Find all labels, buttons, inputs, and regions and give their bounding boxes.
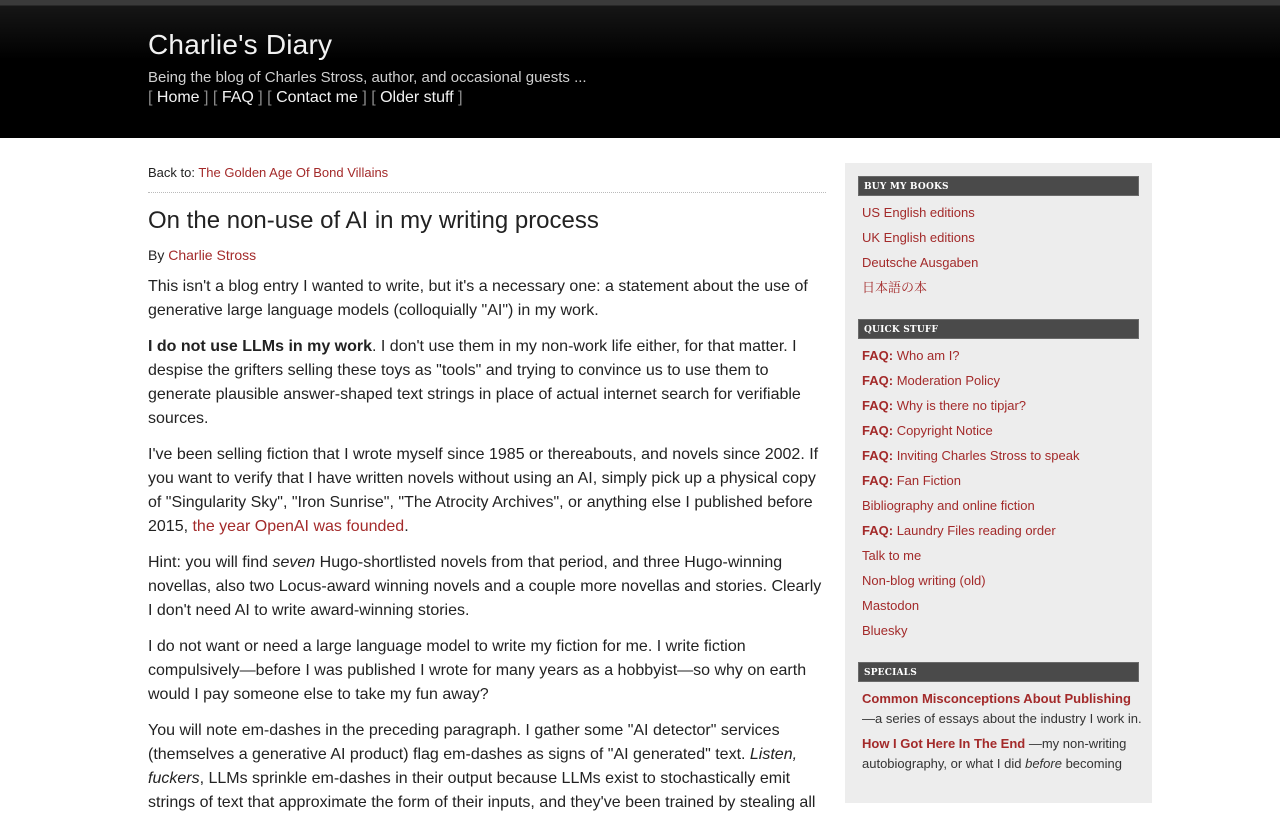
bracket-close: ] [ [253,89,277,106]
paragraph [148,443,826,539]
nav-older-stuff[interactable]: Older stuff [380,89,454,106]
special-text: becoming [1061,756,1122,771]
list-item [862,520,1142,545]
paragraph [148,335,826,431]
list-item [862,734,1142,774]
bracket-close: ] [ [357,89,381,106]
quick-link[interactable]: Non-blog writing (old) [862,573,986,588]
list-item [862,395,1142,420]
sidebar-heading-specials: SPECIALS [858,662,1139,682]
quick-link[interactable]: Copyright Notice [896,423,993,438]
list-item [862,227,1142,252]
faq-prefix: FAQ: [862,373,894,388]
openai-founded-link[interactable]: the year OpenAI was founded [192,518,405,535]
list-item [862,202,1142,227]
special-link[interactable]: How I Got Here In The End [862,736,1026,751]
special-text: —a series of essays about the industry I work in. [862,711,1142,726]
bracket-close: ] [453,89,463,106]
list-item [862,545,1142,570]
sidebar-heading-books: BUY MY BOOKS [858,176,1139,196]
quick-link[interactable]: Who am I? [896,348,960,363]
emphasis-text: before [1025,756,1062,771]
emphasis-text: seven [272,554,316,571]
quick-link[interactable]: Why is there no tipjar? [896,398,1027,413]
list-item [862,495,1142,520]
list-item [862,470,1142,495]
bold-text: I do not use LLMs in my work [148,338,373,355]
paragraph: This isn't a blog entry I wanted to write, but it's a necessary one: a statement about the use of generative large language models (colloquially "AI") in my work. [148,278,808,319]
list-item [862,689,1142,729]
quick-link[interactable]: Bibliography and online fiction [862,498,1035,513]
site-nav [148,89,463,107]
back-to-link[interactable]: The Golden Age Of Bond Villains [198,165,389,180]
byline [148,247,256,263]
special-link[interactable]: Common Misconceptions About Publishing [862,691,1131,706]
post-body [148,275,826,827]
back-to-prefix: Back to: [148,165,195,180]
faq-prefix: FAQ: [862,398,894,413]
paragraph-text: You will note em-dashes in the preceding paragraph. I gather some "AI detector" services (themselves a generative AI product) flag em-dashes as signs of "AI generated" text. [148,722,780,763]
list-item [862,370,1142,395]
special-text: —my non-writing autobiography, or what I did [862,736,1127,771]
faq-prefix: FAQ: [862,423,894,438]
nav-contact[interactable]: Contact me [276,89,358,106]
quick-link[interactable]: Moderation Policy [896,373,1001,388]
paragraph-text: Hint: you will find [148,554,273,571]
emphasis-text: Listen, fuckers [148,746,798,787]
byline-prefix: By [148,247,165,263]
list-item [862,595,1142,620]
faq-prefix: FAQ: [862,473,894,488]
paragraph-text: . I don't use them in my non-work life either, for that matter. I despise the grifters selling these toys as "tools" and trying to convince us to use them to generate plausible answer-shaped text strings in place of actual internet search for verifiable sources. [148,338,801,427]
list-item [862,345,1142,370]
list-item [862,420,1142,445]
quick-link[interactable]: Fan Fiction [896,473,961,488]
site-tagline: Being the blog of Charles Stross, author, and occasional guests ... [148,69,587,86]
bracket-open: [ [148,89,157,106]
divider [148,192,826,193]
faq-prefix: FAQ: [862,448,894,463]
list-item [862,277,1142,302]
author-link[interactable]: Charlie Stross [168,247,257,263]
list-item [862,445,1142,470]
list-item [862,252,1142,277]
sidebar-heading-quick: QUICK STUFF [858,319,1139,339]
specials-list [862,689,1142,779]
paragraph-text: Hugo-shortlisted novels from that period, and three Hugo-winning novellas, also two Locus-award winning novels and a couple more novellas and stories. Clearly I don't need AI to write award-winning stories. [148,554,822,619]
books-de-link[interactable]: Deutsche Ausgaben [862,255,979,270]
books-list [862,202,1142,302]
books-jp-link[interactable]: 日本語の本 [862,280,928,295]
back-to [148,165,388,180]
faq-prefix: FAQ: [862,348,894,363]
paragraph [148,719,826,815]
books-us-link[interactable]: US English editions [862,205,975,220]
quick-list [862,345,1142,645]
paragraph-text: , LLMs sprinkle em-dashes in their output because LLMs exist to stochastically emit strings of text that approximate the form of their inputs, and they've been trained by stealing all [148,770,816,811]
bracket-close: ] [ [199,89,222,106]
sidebar [845,163,1152,803]
nav-home[interactable]: Home [156,89,200,106]
quick-link[interactable]: Talk to me [862,548,922,563]
nav-faq[interactable]: FAQ [221,89,254,106]
quick-link[interactable]: Mastodon [862,598,920,613]
site-title[interactable]: Charlie's Diary [148,29,333,60]
paragraph-text: . [404,518,409,535]
books-uk-link[interactable]: UK English editions [862,230,975,245]
list-item [862,570,1142,595]
paragraph [148,551,826,623]
masthead [0,0,1280,138]
paragraph-text: I've been selling fiction that I wrote myself since 1985 or thereabouts, and novels since 2002. If you want to verify that I have written novels without using an AI, simply pick up a physical copy of "Singularity Sky", "Iron Sunrise", "The Atrocity Archives", or anything else I published before 2015, [148,446,819,535]
list-item [862,620,1142,645]
paragraph: I do not want or need a large language model to write my fiction for me. I write fiction compulsively—before I was published I wrote for many years as a hobbyist—so why on earth would I pay someone else to take my fun away? [148,638,807,703]
faq-prefix: FAQ: [862,523,894,538]
quick-link[interactable]: Bluesky [862,623,908,638]
quick-link[interactable]: Laundry Files reading order [896,523,1056,538]
quick-link[interactable]: Inviting Charles Stross to speak [896,448,1080,463]
post-title: On the non-use of AI in my writing process [148,207,599,234]
